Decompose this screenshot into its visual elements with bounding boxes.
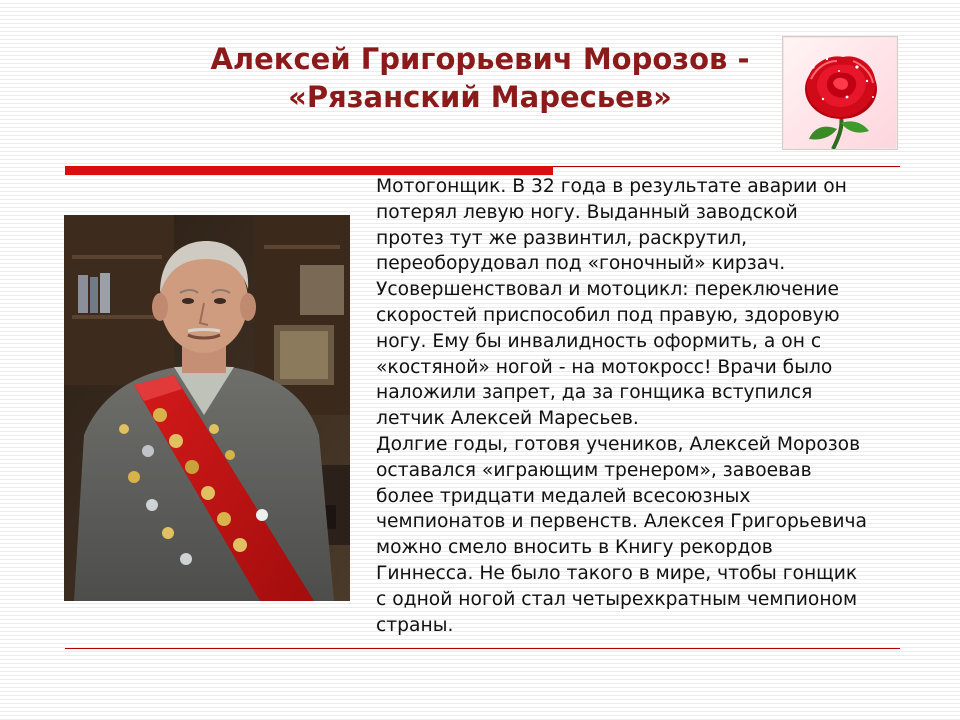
text-line: переоборудовал под «гоночный» кирзач. [376, 253, 786, 275]
text-line: потерял левую ногу. Выданный заводской [376, 201, 798, 223]
text-line: с одной ногой стал четырехкратным чемпионом [376, 588, 858, 610]
text-line: летчик Алексей Маресьев. [376, 408, 639, 430]
text-line: Долгие годы, готовя учеников, Алексей Морозов [376, 433, 861, 455]
title-line-2: «Рязанский Маресьев» [288, 80, 672, 114]
text-line: можно смело вносить в Книгу рекордов [376, 537, 773, 559]
rose-icon [783, 37, 897, 149]
text-line: «костяной» ногой - на мотокросс! Врачи было [376, 356, 833, 378]
text-line: Усовершенствовал и мотоцикл: переключение [376, 279, 839, 301]
text-line: скоростей приспособил под правую, здоровую [376, 304, 840, 326]
text-line: чемпионатов и первенств. Алексея Григорьевича [376, 511, 867, 533]
divider-top [553, 166, 900, 167]
divider-bottom [65, 648, 900, 649]
biography-text [376, 174, 936, 638]
text-line: Гиннесса. Не было такого в мире, чтобы гонщик [376, 562, 858, 584]
text-line: оставался «играющим тренером», завоевав [376, 459, 812, 481]
rose-image [782, 36, 898, 150]
portrait-photo [64, 215, 350, 601]
portrait-photo-illustration [64, 215, 350, 601]
title-line-1: Алексей Григорьевич Морозов - [210, 42, 750, 76]
text-line: ногу. Ему бы инвалидность оформить, а он с [376, 330, 822, 352]
text-line: страны. [376, 614, 454, 636]
text-line: Мотогонщик. В 32 года в результате аварии он [376, 176, 847, 197]
text-line: протез тут же развинтил, раскрутил, [376, 227, 748, 249]
text-line: наложили запрет, да за гонщика вступился [376, 382, 813, 404]
slide-title [120, 40, 840, 116]
text-line: более тридцати медалей всесоюзных [376, 485, 751, 507]
